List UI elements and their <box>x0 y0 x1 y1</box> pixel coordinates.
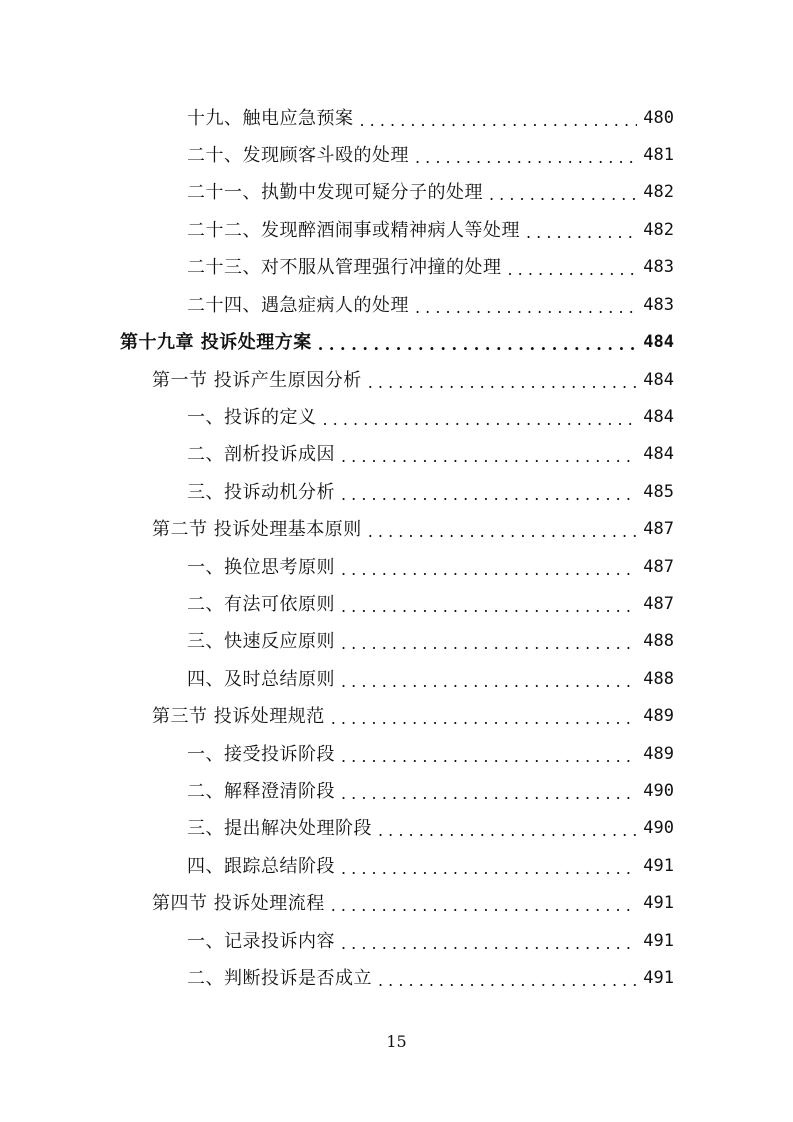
toc-entry-page: 484 <box>643 444 674 464</box>
dot-leader <box>341 925 637 962</box>
toc-entry <box>187 623 674 660</box>
dot-leader <box>323 401 638 438</box>
toc-entry-page: 485 <box>643 482 674 502</box>
toc-entry-title: 一、接受投诉阶段 <box>187 744 335 765</box>
toc-entry <box>187 249 674 286</box>
toc-entry-page: 487 <box>643 557 674 577</box>
dot-leader <box>341 663 637 700</box>
toc-entry <box>187 661 674 698</box>
dot-leader <box>526 214 637 251</box>
dot-leader <box>378 812 637 849</box>
toc-entry-page: 487 <box>643 519 674 539</box>
toc-entry-title: 二、判断投诉是否成立 <box>187 968 372 989</box>
dot-leader <box>341 775 637 812</box>
toc-entry <box>187 287 674 324</box>
toc-entry-page: 484 <box>643 370 674 390</box>
toc-entry-title: 二、剖析投诉成因 <box>187 444 335 465</box>
toc-entry-page: 484 <box>643 407 674 427</box>
toc-entry-title: 二十、发现顾客斗殴的处理 <box>187 145 409 166</box>
toc-entry-page: 483 <box>643 257 674 277</box>
toc-entry <box>187 549 674 586</box>
dot-leader <box>341 438 637 475</box>
toc-entry-page: 487 <box>643 594 674 614</box>
toc-entry-page: 484 <box>643 332 674 352</box>
dot-leader <box>368 364 638 401</box>
toc-entry-title: 一、投诉的定义 <box>187 407 317 428</box>
toc-entry-title: 一、记录投诉内容 <box>187 931 335 952</box>
toc-entry-title: 二十一、执勤中发现可疑分子的处理 <box>187 182 483 203</box>
dot-leader <box>368 513 638 550</box>
toc-section-heading <box>152 885 674 922</box>
dot-leader <box>489 176 637 213</box>
toc-entry <box>187 773 674 810</box>
toc-entry-title: 一、换位思考原则 <box>187 557 335 578</box>
toc-entry <box>187 848 674 885</box>
toc-entry-page: 491 <box>643 856 674 876</box>
toc-entry-page: 489 <box>643 706 674 726</box>
dot-leader <box>378 962 637 999</box>
toc-entry-title: 第一节 投诉产生原因分析 <box>152 370 362 391</box>
toc-entry <box>187 810 674 847</box>
toc-entry-title: 十九、触电应急预案 <box>187 108 354 129</box>
toc-entry-title: 二十二、发现醉酒闹事或精神病人等处理 <box>187 220 520 241</box>
dot-leader <box>341 551 637 588</box>
dot-leader <box>341 738 637 775</box>
toc-entry <box>187 174 674 211</box>
dot-leader <box>318 326 638 363</box>
toc-entry-page: 491 <box>643 893 674 913</box>
toc-entry-page: 481 <box>643 145 674 165</box>
dot-leader <box>331 700 638 737</box>
toc-entry-page: 490 <box>643 818 674 838</box>
toc-entry-page: 490 <box>643 781 674 801</box>
dot-leader <box>360 102 638 139</box>
dot-leader <box>341 476 637 513</box>
toc-entry <box>187 960 674 997</box>
toc-entry <box>187 100 674 137</box>
toc-entry <box>187 436 674 473</box>
toc-entry-page: 488 <box>643 669 674 689</box>
toc-section-heading <box>152 362 674 399</box>
toc-entry-page: 488 <box>643 631 674 651</box>
toc-entry-page: 483 <box>643 295 674 315</box>
toc-entry-title: 三、提出解决处理阶段 <box>187 818 372 839</box>
dot-leader <box>331 887 638 924</box>
toc-entry-title: 第十九章 投诉处理方案 <box>120 332 312 353</box>
dot-leader <box>415 139 637 176</box>
toc-entry-title: 四、及时总结原则 <box>187 669 335 690</box>
toc-entry-title: 第二节 投诉处理基本原则 <box>152 519 362 540</box>
page-number: 15 <box>386 1032 407 1051</box>
toc-entry <box>187 586 674 623</box>
toc-section-heading <box>152 698 674 735</box>
toc-entry-page: 480 <box>643 108 674 128</box>
toc-entry-page: 491 <box>643 968 674 988</box>
toc-entry-title: 第三节 投诉处理规范 <box>152 706 325 727</box>
toc-entry-page: 491 <box>643 931 674 951</box>
dot-leader <box>341 625 637 662</box>
toc-entry <box>187 212 674 249</box>
dot-leader <box>415 289 637 326</box>
toc-chapter-heading <box>120 324 674 361</box>
dot-leader <box>508 251 638 288</box>
toc-section-heading <box>152 511 674 548</box>
toc-entry-page: 489 <box>643 744 674 764</box>
toc-entry-title: 三、投诉动机分析 <box>187 482 335 503</box>
toc-entry-title: 二十三、对不服从管理强行冲撞的处理 <box>187 257 502 278</box>
toc-entry-page: 482 <box>643 220 674 240</box>
dot-leader <box>341 850 637 887</box>
dot-leader <box>341 588 637 625</box>
toc-entry-title: 四、跟踪总结阶段 <box>187 856 335 877</box>
toc-entry <box>187 736 674 773</box>
toc-entry-title: 二、有法可依原则 <box>187 594 335 615</box>
toc-entry-title: 二、解释澄清阶段 <box>187 781 335 802</box>
toc-entry <box>187 474 674 511</box>
toc-entry-title: 第四节 投诉处理流程 <box>152 893 325 914</box>
toc-entry <box>187 923 674 960</box>
toc-entry-title: 三、快速反应原则 <box>187 631 335 652</box>
toc-entry-page: 482 <box>643 182 674 202</box>
toc-entry <box>187 399 674 436</box>
toc-entry-title: 二十四、遇急症病人的处理 <box>187 295 409 316</box>
toc-entry <box>187 137 674 174</box>
